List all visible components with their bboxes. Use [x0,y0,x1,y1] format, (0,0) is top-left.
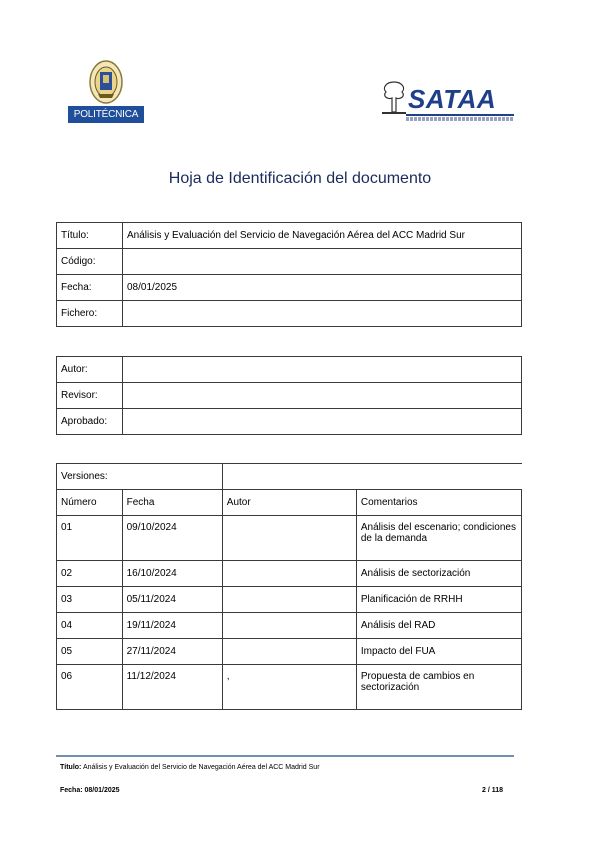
version-date: 19/11/2024 [122,613,222,639]
identification-table [56,222,522,327]
version-comment: Análisis del escenario; condiciones de la demanda [356,516,521,561]
version-date: 27/11/2024 [122,639,222,665]
version-comment: Impacto del FUA [356,639,521,665]
table-row [57,383,522,409]
page-title: Hoja de Identificación del documento [168,170,432,187]
column-header-date: Fecha [122,490,222,516]
version-date: 16/10/2024 [122,561,222,587]
reviewer-value [123,383,522,409]
version-number: 01 [57,516,123,561]
reviewer-label: Revisor: [57,383,123,409]
footer-title-label: Título: [60,764,82,771]
footer-title-value: Análisis y Evaluación del Servicio de Navegación Aérea del ACC Madrid Sur [82,764,320,771]
footer-date-value: 08/01/2025 [84,787,120,794]
logo-underline [406,114,514,116]
column-header-comments: Comentarios [356,490,521,516]
table-row [57,409,522,435]
sataa-logo [378,78,518,123]
versions-table [56,463,522,710]
company-name: SATAA [408,84,497,114]
version-author [222,561,356,587]
version-number: 06 [57,665,123,710]
table-row [57,613,522,639]
table-row [57,665,522,710]
date-value: 08/01/2025 [123,275,522,301]
approved-value [123,409,522,435]
version-comment: Análisis de sectorización [356,561,521,587]
versions-heading-blank [222,464,521,490]
table-row [57,516,522,561]
version-date: 09/10/2024 [122,516,222,561]
title-label: Título: [57,223,123,249]
version-number: 04 [57,613,123,639]
column-header-number: Número [57,490,123,516]
code-value [123,249,522,275]
file-label: Fichero: [57,301,123,327]
version-author [222,639,356,665]
table-row [57,357,522,383]
footer-rule [56,755,514,757]
version-comment: Propuesta de cambios en sectorización [356,665,521,710]
version-date: 05/11/2024 [122,587,222,613]
date-label: Fecha: [57,275,123,301]
column-header-author: Autor [222,490,356,516]
table-row [57,301,522,327]
table-row [57,249,522,275]
version-comment: Análisis del RAD [356,613,521,639]
logo-tagline [406,117,514,121]
table-row [57,587,522,613]
page-number: 2 / 118 [482,787,504,794]
versions-heading: Versiones: [57,464,223,490]
version-author [222,613,356,639]
version-author [222,516,356,561]
versions-heading-row [57,464,522,490]
version-comment: Planificación de RRHH [356,587,521,613]
author-label: Autor: [57,357,123,383]
approved-label: Aprobado: [57,409,123,435]
title-value: Análisis y Evaluación del Servicio de Navegación Aérea del ACC Madrid Sur [123,223,522,249]
table-row [57,223,522,249]
version-number: 03 [57,587,123,613]
people-table [56,356,522,435]
version-number: 02 [57,561,123,587]
versions-header-row [57,490,522,516]
file-value [123,301,522,327]
table-row [57,275,522,301]
university-seal-icon [88,60,124,106]
author-value [123,357,522,383]
version-date: 11/12/2024 [122,665,222,710]
version-number: 05 [57,639,123,665]
version-author [222,587,356,613]
table-row [57,639,522,665]
tree-icon [378,78,410,116]
university-name: POLITÉCNICA [68,106,144,123]
upm-logo [68,60,144,126]
footer-date-label: Fecha: [60,787,83,794]
footer-date [60,787,120,794]
table-row [57,561,522,587]
footer-title [60,764,320,771]
code-label: Código: [57,249,123,275]
version-author: , [222,665,356,710]
